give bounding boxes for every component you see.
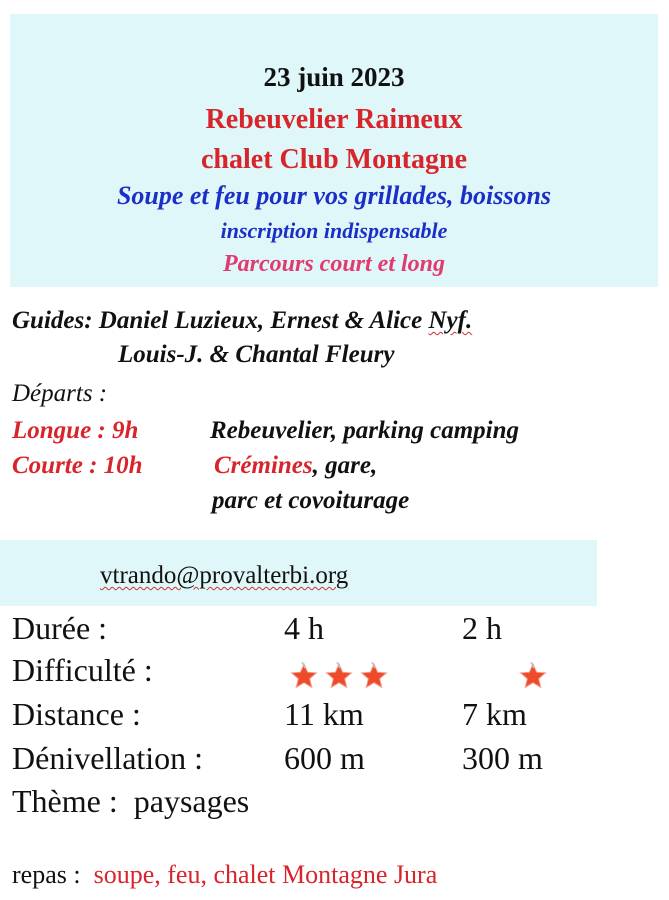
denivellation-long: 600 m bbox=[284, 740, 365, 776]
theme-value: paysages bbox=[133, 783, 250, 819]
duree-label: Durée : bbox=[12, 610, 108, 646]
guides-line-2: Louis-J. & Chantal Fleury bbox=[118, 341, 395, 368]
denivellation-label: Dénivellation : bbox=[12, 740, 204, 776]
courte-value-line-1 bbox=[214, 452, 377, 480]
location-line-2: chalet Club Montagne bbox=[201, 144, 467, 175]
difficulte-label: Difficulté : bbox=[12, 652, 153, 688]
duree-court: 2 h bbox=[462, 610, 502, 646]
longue-label: Longue : 9h bbox=[12, 417, 139, 444]
longue-value: Rebeuvelier, parking camping bbox=[210, 417, 520, 444]
star-icon bbox=[360, 662, 388, 690]
courte-label: Courte : 10h bbox=[12, 452, 143, 479]
denivellation-court: 300 m bbox=[462, 740, 543, 776]
guides-line-1 bbox=[12, 307, 472, 335]
inscription-line: inscription indispensable bbox=[220, 218, 448, 243]
guide-name-nyf: Nyf. bbox=[428, 307, 473, 334]
courte-rest: , gare, bbox=[312, 452, 378, 479]
departs-title: Départs : bbox=[12, 380, 108, 407]
parcours-line: Parcours court et long bbox=[222, 251, 446, 277]
courte-value-line-2: parc et covoiturage bbox=[212, 487, 410, 514]
event-date: 23 juin 2023 bbox=[263, 62, 405, 92]
soupe-line: Soupe et feu pour vos grillades, boissons bbox=[116, 181, 552, 210]
theme-line bbox=[12, 783, 249, 820]
repas-value: soupe, feu, chalet Montagne Jura bbox=[93, 860, 438, 889]
location-line-1: Rebeuvelier Raimeux bbox=[205, 104, 463, 135]
distance-long: 11 km bbox=[284, 696, 364, 732]
distance-court: 7 km bbox=[462, 696, 527, 732]
star-icon bbox=[290, 662, 318, 690]
duree-long: 4 h bbox=[284, 610, 324, 646]
guides-prefix: Guides: Daniel Luzieux, Ernest & Alice bbox=[12, 307, 429, 334]
theme-label: Thème : bbox=[12, 783, 118, 819]
repas-label: repas : bbox=[12, 860, 81, 889]
distance-label: Distance : bbox=[12, 696, 141, 732]
repas-line bbox=[12, 860, 437, 890]
star-icon bbox=[325, 662, 353, 690]
courte-place: Crémines bbox=[214, 452, 313, 479]
star-icon bbox=[519, 662, 547, 690]
contact-email[interactable]: vtrando@provalterbi.org bbox=[100, 562, 349, 589]
